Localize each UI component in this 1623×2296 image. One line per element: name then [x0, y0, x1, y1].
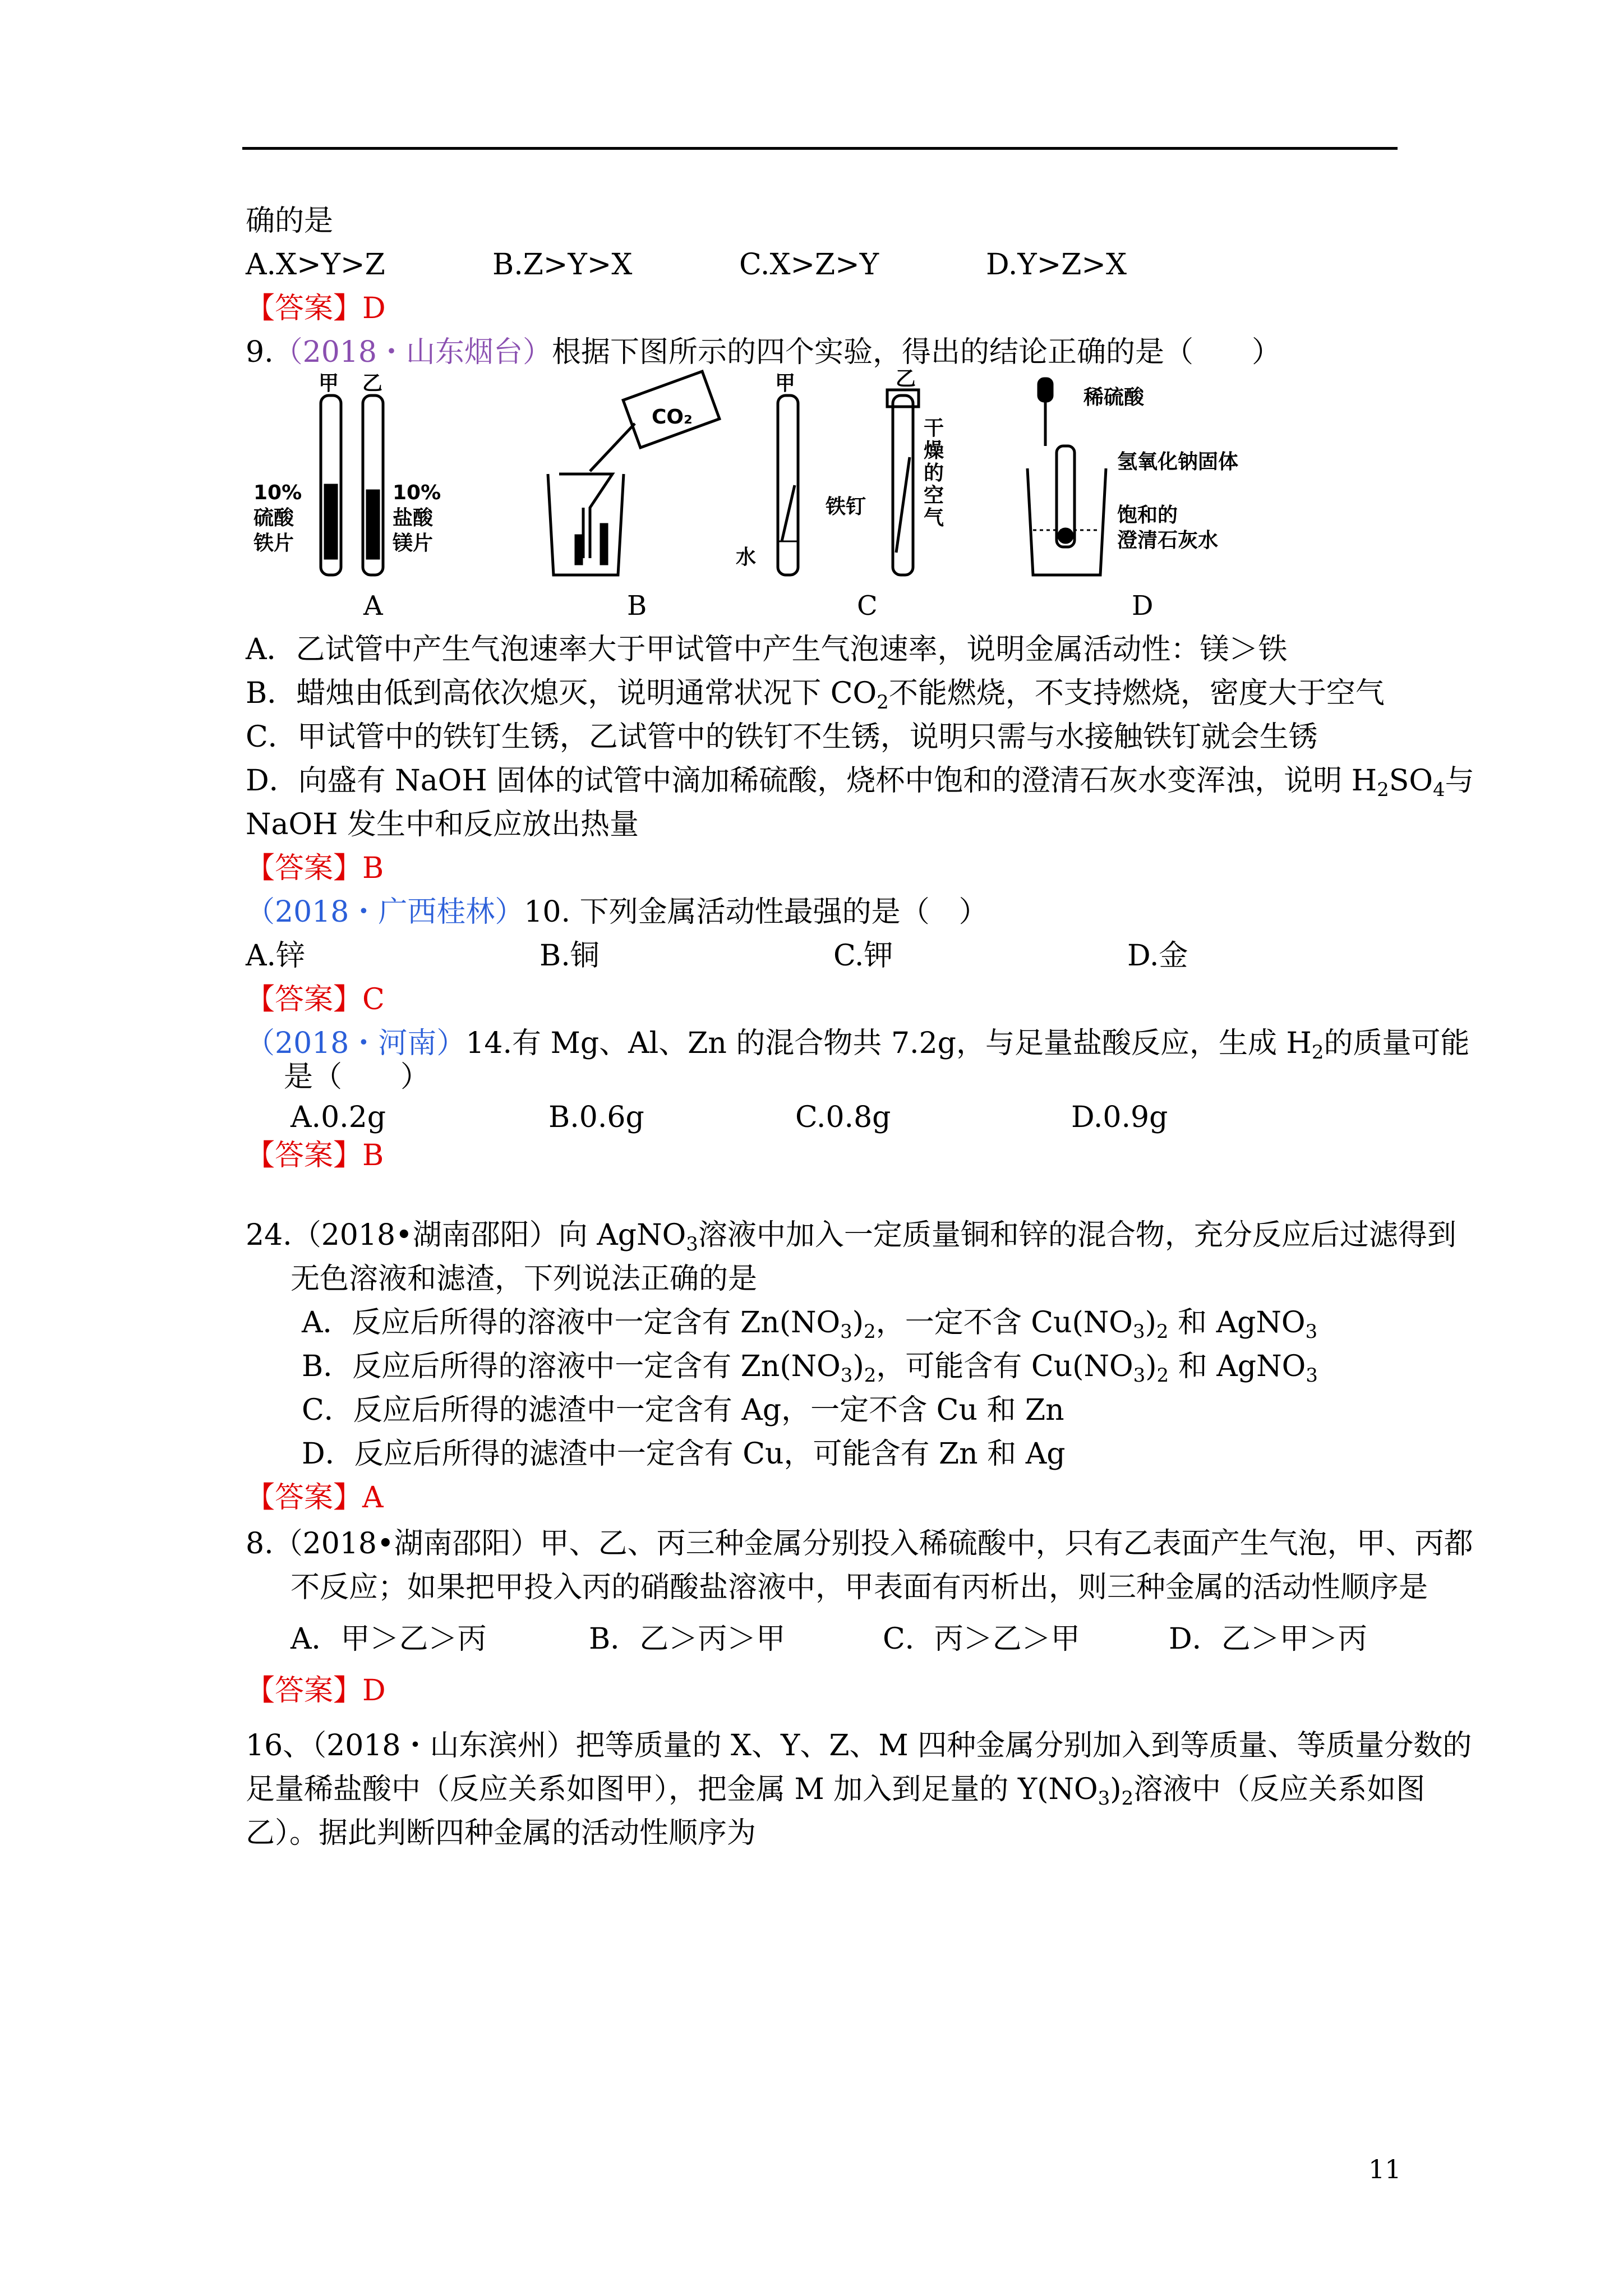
option-b: B.0.6g — [548, 1101, 644, 1134]
answer-label: 【答案】A — [246, 1481, 384, 1515]
option-d: D.金 — [1127, 939, 1188, 973]
figure-b-gas-label: CO₂ — [652, 406, 693, 429]
q14-stem-cont: 是（ ） — [284, 1060, 430, 1094]
figure-c-tubes — [778, 390, 919, 575]
q9-option-c: C．甲试管中的铁钉生锈，乙试管中的铁钉不生锈，说明只需与水接触铁钉就会生锈 — [246, 720, 1318, 754]
question-number: 9. — [246, 335, 274, 369]
figure-c-tube2-label: 乙 — [896, 367, 916, 390]
option-a: A.锌 — [246, 939, 306, 973]
q16-stem-line2: 足量稀盐酸中（反应关系如图甲），把金属 M 加入到足量的 $Y(NO_3)_2$溶液中（反应关系如图 — [246, 1773, 1426, 1810]
experiment-diagram — [242, 367, 1239, 597]
q8-stem-cont: 不反应；如果把甲投入丙的硝酸盐溶液中，甲表面有丙析出，则三种金属的活动性顺序是 — [291, 1571, 1428, 1604]
question-source: （2018・河南） — [246, 1027, 466, 1060]
answer-label: 【答案】B — [246, 1139, 384, 1172]
experiment-figure — [242, 367, 1239, 625]
figure-c-dry-3: 的 — [924, 462, 944, 485]
option-a: A．甲＞乙＞丙 — [291, 1622, 487, 1656]
figure-c-tube1-label: 甲 — [775, 372, 796, 395]
option-a: A.X>Y>Z — [246, 248, 385, 282]
figure-a-tube2-label: 乙 — [362, 372, 383, 395]
q24-option-a: A．反应后所得的溶液中一定含有 $Zn(NO_3)_2$，一定不含 $Cu(NO_3)_2$ 和 AgNO$_3$ — [302, 1306, 1318, 1343]
option-d: D．乙＞甲＞丙 — [1169, 1622, 1367, 1656]
answer-label: 【答案】D — [246, 292, 386, 325]
figure-label-a: A — [363, 590, 383, 622]
q8-stem: 8.（2018•湖南邵阳）甲、乙、丙三种金属分别投入稀硫酸中，只有乙表面产生气泡，甲、丙都 — [246, 1527, 1473, 1561]
figure-a-left-metal: 铁片 — [253, 532, 294, 555]
figure-a-right-acid: 盐酸 — [393, 507, 434, 530]
figure-b-beaker — [548, 371, 720, 575]
header-rule — [242, 147, 1398, 150]
figure-label-d: D — [1132, 590, 1154, 622]
figure-c-dry-2: 燥 — [924, 439, 944, 462]
q9-option-d: D．向盛有 NaOH 固体的试管中滴加稀硫酸，烧杯中饱和的澄清石灰水变浑浊，说明 $H_2SO_4$与 — [246, 764, 1474, 801]
option-c: C．丙＞乙＞甲 — [883, 1622, 1080, 1656]
question-source: （2018・山东烟台） — [273, 335, 552, 369]
page-number: 11 — [1368, 2154, 1401, 2184]
figure-d-sat-label-1: 饱和的 — [1117, 504, 1178, 527]
figure-d-sat-label-2: 澄清石灰水 — [1117, 529, 1219, 552]
q24-stem: 24.（2018•湖南邵阳）向 AgNO$_3$溶液中加入一定质量铜和锌的混合物，充分反应后过滤得到 — [246, 1218, 1456, 1255]
figure-a-tubes — [321, 395, 383, 575]
figure-c-water-label: 水 — [736, 546, 757, 569]
option-b: B．乙＞丙＞甲 — [589, 1622, 786, 1656]
figure-a-right-conc: 10% — [393, 481, 441, 504]
option-c: C.钾 — [833, 939, 893, 973]
q9-stem — [246, 334, 1281, 370]
question-text: 根据下图所示的四个实验，得出的结论正确的是（ ） — [551, 335, 1281, 369]
q10-stem: （2018・广西桂林）10. 下列金属活动性最强的是（ ） — [246, 895, 988, 929]
figure-a-left-acid: 硫酸 — [253, 507, 294, 530]
q9-option-b: B．蜡烛由低到高依次熄灭，说明通常状况下 $CO_2$不能燃烧，不支持燃烧，密度大于空气 — [246, 677, 1385, 714]
answer-label: 【答案】B — [246, 852, 384, 885]
question-source: （2018・广西桂林） — [246, 895, 524, 929]
option-d: D.0.9g — [1071, 1101, 1168, 1134]
answer-label: 【答案】C — [246, 983, 385, 1016]
figure-a-left-conc: 10% — [253, 481, 302, 504]
option-a: A.0.2g — [291, 1101, 386, 1134]
option-c: C.X>Z>Y — [739, 248, 879, 282]
figure-a-right-metal: 镁片 — [393, 532, 434, 555]
q24-option-b: B．反应后所得的溶液中一定含有 $Zn(NO_3)_2$，可能含有 $Cu(NO_3)_2$ 和 AgNO$_3$ — [302, 1350, 1318, 1387]
q9-option-a: A．乙试管中产生气泡速率大于甲试管中产生气泡速率，说明金属活动性：镁＞铁 — [246, 633, 1288, 666]
q16-stem: 16、（2018・山东滨州）把等质量的 X、Y、Z、M 四种金属分别加入到等质量、等质量分数的 — [246, 1729, 1472, 1763]
q24-option-c: C．反应后所得的滤渣中一定含有 Ag，一定不含 Cu 和 Zn — [302, 1393, 1064, 1427]
option-b: B.铜 — [540, 939, 600, 973]
option-b: B.Z>Y>X — [492, 248, 633, 282]
option-c: C.0.8g — [795, 1101, 891, 1134]
q24-stem-cont: 无色溶液和滤渣，下列说法正确的是 — [291, 1262, 758, 1296]
q14-stem: （2018・河南）14.有 Mg、Al、Zn 的混合物共 7.2g，与足量盐酸反应，生成 $H_2$的质量可能 — [246, 1027, 1470, 1064]
figure-c-dry-1: 干 — [924, 417, 944, 440]
q8-prev-tail: 确的是 — [246, 204, 334, 238]
figure-label-b: B — [627, 590, 647, 622]
figure-a-tube1-label: 甲 — [319, 372, 339, 395]
figure-d-solid-label: 氢氧化钠固体 — [1117, 450, 1239, 473]
figure-c-dry-4: 空 — [924, 484, 944, 507]
figure-d-acid-label: 稀硫酸 — [1083, 386, 1145, 409]
q16-stem-line3: 乙）。据此判断四种金属的活动性顺序为 — [246, 1816, 757, 1850]
q9-option-d-cont: NaOH 发生中和反应放出热量 — [246, 808, 639, 841]
option-d: D.Y>Z>X — [986, 248, 1127, 282]
answer-label: 【答案】D — [246, 1674, 386, 1708]
figure-c-dry-5: 气 — [924, 507, 944, 530]
q24-option-d: D．反应后所得的滤渣中一定含有 Cu，可能含有 Zn 和 Ag — [302, 1437, 1066, 1471]
figure-c-nail-label: 铁钉 — [826, 495, 866, 518]
figure-label-c: C — [857, 590, 878, 622]
